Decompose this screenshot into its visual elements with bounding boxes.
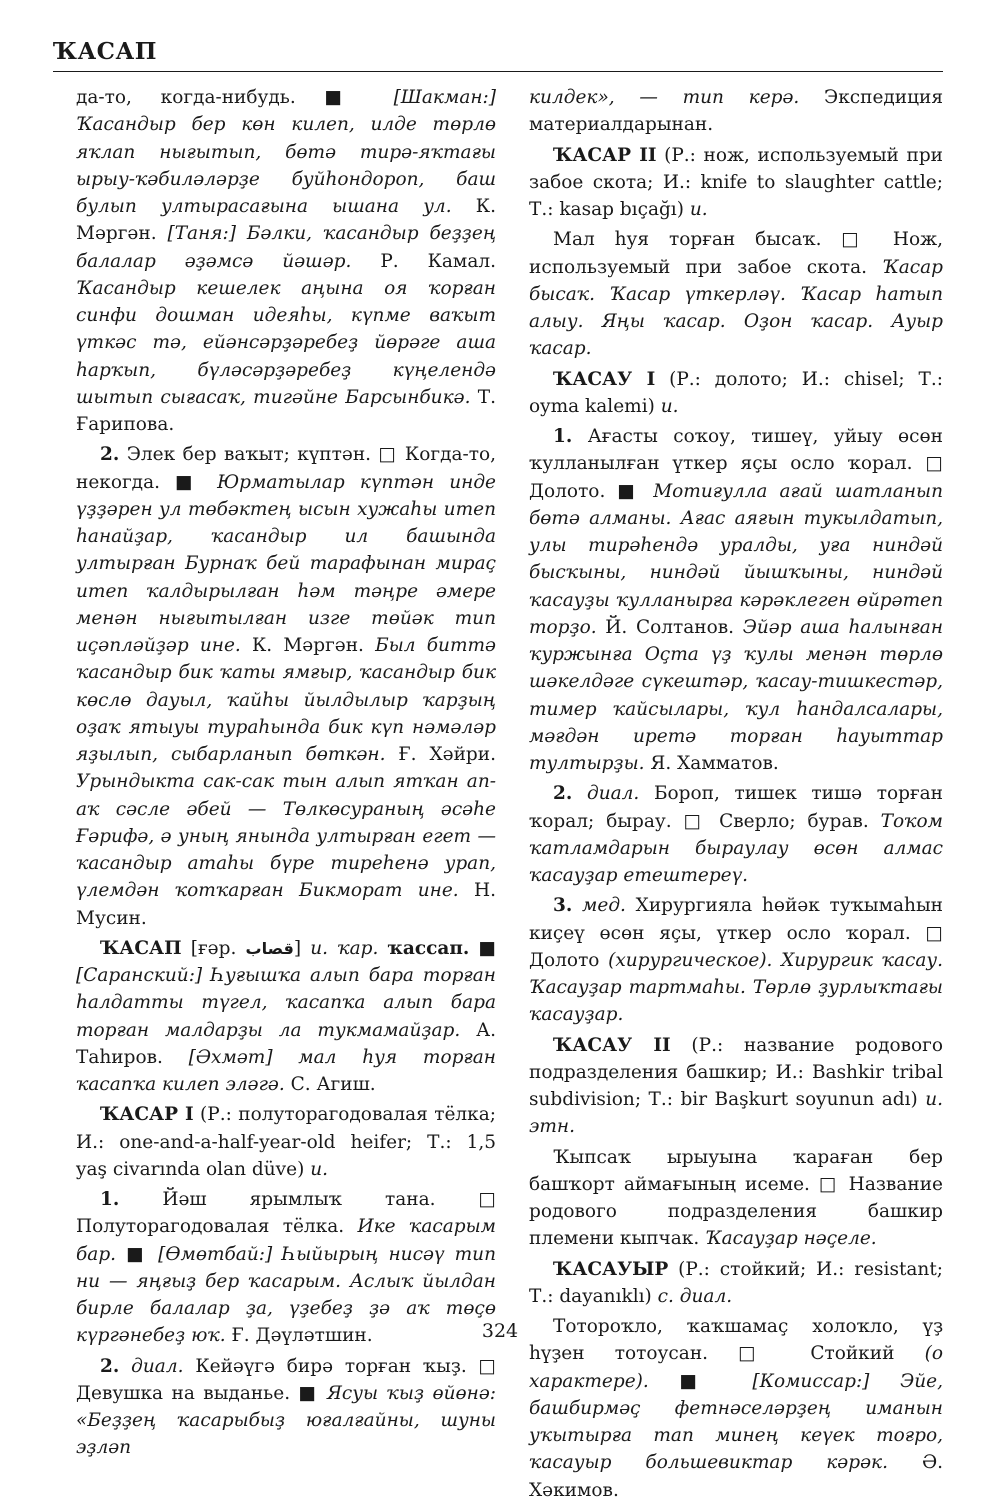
example-text: Мотиғулла ағай шатланып бөтә алманы. Ағас аяғын тукылдатып, улы тирәһендә уралды, уға ниндәй бысҡыны, ниндәй йышҡыны, ниндәй ҡасауҙы ҡулланырға кәрәклеген өйрәтеп торҙо. [529, 480, 943, 638]
definition-text: Элек бер ваҡыт; күптән. □ Когда-то, некогда. ■ [76, 444, 496, 493]
example-text: Ике ҡасарым бар. [76, 1216, 496, 1265]
entry-paragraph [76, 1101, 496, 1183]
entry-paragraph [529, 84, 943, 139]
headword: 2. [100, 444, 120, 466]
definition-text: (Р.: нож, используемый при забое скота; И.: knife to slaughter cattle; Т.: kasap bıçağı) [529, 144, 943, 220]
example-text: [Әхмәт] мал һуя торған ҡасапҡа килеп эләгә. [76, 1046, 496, 1095]
left-column [76, 84, 496, 1465]
headword: 2. [100, 1355, 120, 1377]
definition-text: (Р.: название родового подразделения башкир; И.: Bashkir tribal subdivision; Т.: bir Başkurt soyunun adı) [529, 1034, 943, 1110]
definition-text: ] [293, 937, 311, 959]
example-text: [Комиссар:] Эйе, башбирмәҫ фетнәселәрҙең иманын уҡытырға тап минең кеүек тоғро, ҡасауыр большевиктар кәрәк. [529, 1370, 943, 1474]
right-column [529, 84, 943, 1507]
example-text: и. [310, 1158, 328, 1180]
entry-paragraph [76, 84, 496, 438]
headword: 3. [553, 895, 573, 917]
definition-text: Мал һуя торған бысаҡ. □ Нож, используемый при забое скота. [529, 229, 943, 278]
example-text: [Өмөтбай:] Һыйырың нисәү тип ни — яңғыҙ бер ҡасарым. Аслыҡ йылдан бирле балалар ҙа, үҙебеҙ ҙә аҡ төҫө күргәнебеҙ юҡ. [76, 1243, 496, 1347]
entry-paragraph [529, 1144, 943, 1253]
example-text: килдек», — тип керә. [529, 87, 800, 108]
entry-paragraph [529, 142, 943, 224]
definition-text: Т. Ғарипова. [76, 386, 496, 435]
entry-paragraph [529, 226, 943, 362]
definition-text: Экспедиция материалдарынан. [529, 87, 944, 136]
definition-text: (Р.: полуторагодовалая тёлка; И.: one-and-a-half-year-old heifer; Т.: 1,5 yaş civarında olan düve) [76, 1104, 497, 1180]
headword: ҠАСАУЫР [553, 1258, 669, 1280]
example-text: [Саранский:] Һуғышҡа алып бара торған һалдатты түгел, ҡасапҡа алып бара торған малдарҙы ла тукмамайҙар. [76, 965, 496, 1041]
definition-text: Кейәүгә бирә торған ҡыҙ. □ Девушка на выданье. ■ [76, 1355, 496, 1404]
headword: ҠАСАР I [100, 1104, 194, 1126]
entry-paragraph [76, 1353, 496, 1462]
definition-text: [ғәр. [181, 937, 246, 959]
definition-text: ■ [648, 1370, 753, 1392]
entry-paragraph [529, 1256, 943, 1311]
definition-text: да-то, когда-нибудь. ■ [76, 87, 394, 108]
headword: ҠАСАР II [553, 144, 657, 166]
definition-text: ■ [469, 937, 496, 959]
definition-text: Ә. Хәкимов. [529, 1452, 943, 1501]
definition-text: Бороп, тишек тишә торған ҡорал; бырау. □ Сверло; бурав. [529, 783, 943, 832]
definition-text: К. Мәргән. [76, 196, 496, 245]
definition-text: Тотороҡло, ҡаҡшамаҫ холоҡло, үҙ һүҙен тотоусан. □ Стойкий [529, 1316, 943, 1365]
example-text: и. [689, 199, 708, 220]
example-text: мед. [582, 895, 626, 917]
headword: ҠАСАУ I [553, 368, 656, 390]
example-text: Ҡасар бысаҡ. Ҡасар үткерләү. Ҡасар һатып алыу. Яңы ҡасар. Оҙон ҡасар. Ауыр ҡасар. [529, 256, 943, 360]
example-text: [Шакман:] Ҡасандыр бер көн килеп, илде төрлө яҡлап нығытып, бөтә тирә-яҡтағы ырыу-ҡәбиләләрҙе буйһондороп, баш булып ултырасағына ышана ул. [76, 87, 496, 217]
entry-paragraph [529, 423, 943, 777]
definition-text [119, 1356, 131, 1377]
entry-paragraph [76, 935, 496, 1099]
header-rule [53, 71, 943, 72]
example-text: Эйәр аша һалынған ҡуржынға Оҫта үҙ ҡулы менән төрлө шәкелдәге сүкештәр, ҡасау-тишкестәр, тимер ҡайсылары, ҡул һандалсалары, мәғдән иретә торған һауыттар тултырҙы. [529, 616, 943, 774]
headword: 2. [553, 783, 573, 805]
example-text: и. [660, 395, 679, 417]
example-text: диал. [131, 1355, 184, 1377]
example-text: Урындыкта сак-сак тын алып ятҡан ап-аҡ сәсле әбей — Төлкөсураның әсәһе Ғәрифә, ә уның янында ултырған егет — ҡасандыр атаһы бүре тиреһенә урап, үлемдән ҡотҡарған Бикморат ине. [76, 771, 496, 902]
definition-text: С. Агиш. [284, 1074, 376, 1095]
headword: 1. [553, 426, 573, 447]
definition-text: Й. Солтанов. [596, 616, 743, 638]
entry-paragraph [529, 892, 943, 1028]
definition-text: (Р.: долото; И.: chisel; Т.: oyma kalemi) [529, 368, 943, 417]
entry-paragraph [529, 780, 943, 889]
definition-text: Ғ. Дәүләтшин. [225, 1325, 373, 1347]
definition-text: Хирургияла һөйәк туҡымаһын киҫеү өсөн яҫы, үткер осло ҡорал. □ Долото [529, 895, 944, 971]
headword: ҡассап. [387, 937, 470, 959]
example-text: Ҡасандыр кешелек аңына оя ҡорған синфи дошман идеяһы, күпме ваҡыт үткәс тә, ейәнсәрҙәребеҙ йөрәге аша һарҡып, бүләсәрҙәребеҙ күңелендә шытып сығасаҡ, тигәйне Барсынбикә. [76, 277, 496, 408]
example-text: Ясуы ҡыҙ өйөнә: «Беҙҙең ҡасарыбыҙ юғалғайны, шуны эҙләп [76, 1382, 497, 1459]
headword: ҠАСАП [100, 937, 182, 959]
example-text: диал. [586, 783, 640, 805]
example-text: и. ҡар. [310, 937, 379, 959]
example-text: с. диал. [657, 1285, 733, 1307]
example-text: Был биттә ҡасандыр бик ҡаты ямғыр, ҡасандыр бик көслө дауыл, ҡайһы йылдылыр ҡарҙың оҙаҡ ятыуы тураһында бик күп нәмәләр яҙылып, сыбарланып бөткән. [76, 635, 496, 765]
definition-text: Ағасты соҡоу, тишеү, уйыу өсөн ҡулланылған үткер яҫы осло ҡорал. □ Долото. ■ [529, 426, 943, 502]
example-text: и. этн. [529, 1089, 943, 1138]
definition-text [572, 895, 582, 916]
definition-text: Ҡыпсаҡ ырыуына ҡараған бер башҡорт аймағының исеме. □ Название родового подразделения башкир племени кыпчак. [529, 1146, 943, 1250]
entry-paragraph [529, 1032, 943, 1141]
definition-text: А. Таһиров. [76, 1019, 496, 1068]
definition-text: Р. Камал. [351, 250, 496, 272]
entry-paragraph [76, 441, 496, 932]
definition-text: ■ [116, 1243, 159, 1265]
example-text: [Таня:] Бәлки, ҡасандыр беҙҙең балалар әҙәмсә йәшәр. [76, 223, 497, 272]
headword: 1. [100, 1189, 120, 1210]
page-header-title: ҠАСАП [53, 38, 157, 65]
definition-text: Н. Мусин. [76, 880, 496, 929]
example-text: (хирургическое). Хирургик ҡасау. Ҡасауҙар тартмаһы. Төрлө ҙурлыҡтағы ҡасауҙар. [529, 949, 943, 1026]
page-number: 324 [481, 1320, 519, 1342]
arabic-etymon: قصاب [245, 938, 294, 958]
definition-text: Ғ. Хәйри. [385, 744, 496, 765]
example-text: Ҡасауҙар нәҫеле. [705, 1228, 877, 1250]
entry-paragraph [529, 366, 943, 421]
example-text: Тоҡом ҡатламдарын быраулау өсөн алмас ҡасауҙар етештереү. [529, 810, 943, 886]
definition-text: К. Мәргән. [240, 635, 376, 656]
definition-text [378, 938, 387, 959]
example-text: Юрматылар күптән инде үҙҙәрен ул төбәктең ысын хужаһы итеп һанайҙар, ҡасандыр ил башында ултырған Бурнаҡ бей тарафынан мираҫ итеп ҡалдырылған һәм тәңре әмере менән нығытылған изге төйәк тип иҫәпләйҙәр ине. [76, 471, 496, 656]
example-text: (о характере). [529, 1343, 943, 1392]
definition-text: Я. Хамматов. [644, 753, 779, 774]
headword: ҠАСАУ II [553, 1034, 671, 1056]
definition-text: Йәш ярымлыҡ тана. □ Полуторагодовалая тёлка. [76, 1189, 496, 1238]
definition-text: (Р.: стойкий; И.: resistant; Т.: dayanıklı) [529, 1258, 943, 1307]
definition-text [572, 783, 587, 804]
